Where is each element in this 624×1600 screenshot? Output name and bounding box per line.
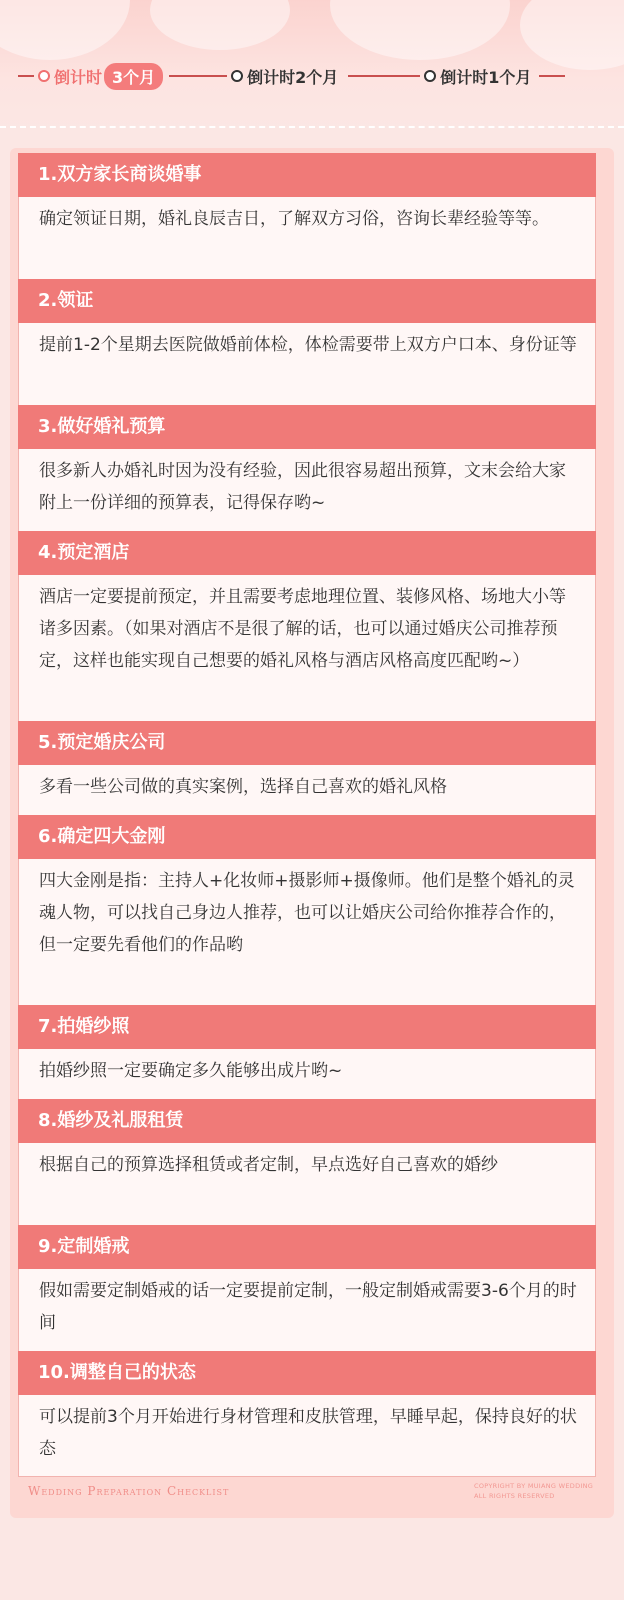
timeline-line: [169, 75, 227, 77]
item-title: 6.确定四大金刚: [18, 815, 596, 859]
item-title: 5.预定婚庆公司: [18, 721, 596, 765]
item-text: 拍婚纱照一定要确定多久能够出成片哟~: [18, 1049, 596, 1099]
checklist-item: [18, 1351, 596, 1477]
item-title: 9.定制婚戒: [18, 1225, 596, 1269]
item-text: 很多新人办婚礼时因为没有经验，因此很容易超出预算，文末会给大家附上一份详细的预算表，记得保存哟~: [18, 449, 596, 531]
item-title: 3.做好婚礼预算: [18, 405, 596, 449]
timeline-dot-icon: [38, 70, 50, 82]
countdown-timeline: [18, 62, 608, 90]
timeline-dot-icon: [424, 70, 436, 82]
decor-blob: [150, 0, 290, 50]
checklist-item: [18, 1099, 596, 1225]
item-text: 可以提前3个月开始进行身材管理和皮肤管理，早睡早起，保持良好的状态: [18, 1395, 596, 1477]
dashed-divider: [0, 126, 624, 128]
item-text: 假如需要定制婚戒的话一定要提前定制，一般定制婚戒需要3-6个月的时间: [18, 1269, 596, 1351]
item-text: 确定领证日期，婚礼良辰吉日，了解双方习俗，咨询长辈经验等等。: [18, 197, 596, 279]
checklist-item: [18, 405, 596, 531]
item-title: 10.调整自己的状态: [18, 1351, 596, 1395]
item-text: 四大金刚是指：主持人+化妆师+摄影师+摄像师。他们是整个婚礼的灵魂人物，可以找自己身边人推荐，也可以让婚庆公司给你推荐合作的，但一定要先看他们的作品哟: [18, 859, 596, 1005]
checklist-item: [18, 279, 596, 405]
item-text: 提前1-2个星期去医院做婚前体检，体检需要带上双方户口本、身份证等: [18, 323, 596, 405]
rights-line: ALL RIGHTS RESERVED: [474, 1492, 555, 1500]
decor-blob: [520, 0, 624, 70]
checklist: [18, 153, 596, 1477]
decor-blob: [330, 0, 510, 60]
decor-blob: [0, 0, 130, 60]
checklist-item: [18, 721, 596, 815]
item-title: 4.预定酒店: [18, 531, 596, 575]
item-title: 1.双方家长商谈婚事: [18, 153, 596, 197]
checklist-item: [18, 153, 596, 279]
timeline-line: [539, 75, 565, 77]
footer-title: Wedding Preparation Checklist: [28, 1484, 230, 1498]
timeline-step-2-label: 倒计时2个月: [247, 67, 339, 87]
timeline-line: [18, 75, 34, 77]
timeline-step-1-pill: 3个月: [104, 63, 163, 90]
timeline-dot-icon: [231, 70, 243, 82]
timeline-line: [348, 75, 420, 77]
item-title: 8.婚纱及礼服租赁: [18, 1099, 596, 1143]
copyright-line: COPYRIGHT BY MUIANG WEDDING: [474, 1482, 594, 1490]
item-text: 酒店一定要提前预定，并且需要考虑地理位置、装修风格、场地大小等诸多因素。（如果对酒店不是很了解的话，也可以通过婚庆公司推荐预定，这样也能实现自己想要的婚礼风格与酒店风格高度匹配哟~）: [18, 575, 596, 721]
checklist-item: [18, 1225, 596, 1351]
item-title: 2.领证: [18, 279, 596, 323]
checklist-item: [18, 815, 596, 1005]
footer-copyright: [474, 1481, 593, 1501]
timeline-step-3-label: 倒计时1个月: [440, 67, 532, 87]
checklist-item: [18, 531, 596, 721]
item-title: 7.拍婚纱照: [18, 1005, 596, 1049]
item-text: 多看一些公司做的真实案例，选择自己喜欢的婚礼风格: [18, 765, 596, 815]
item-text: 根据自己的预算选择租赁或者定制，早点选好自己喜欢的婚纱: [18, 1143, 596, 1225]
timeline-step-1-label: 倒计时: [54, 67, 103, 87]
checklist-item: [18, 1005, 596, 1099]
